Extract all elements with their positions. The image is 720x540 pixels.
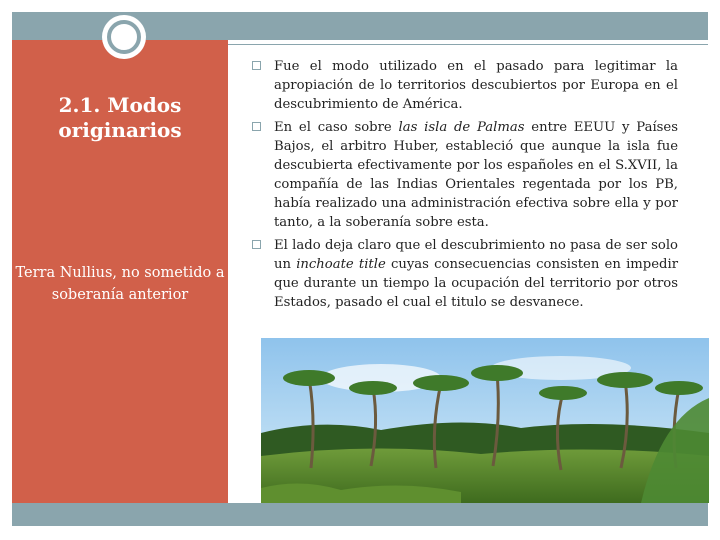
bullet-item <box>252 57 678 114</box>
square-bullet-icon <box>252 61 261 70</box>
square-bullet-icon <box>252 240 261 249</box>
bullet-list <box>252 57 678 316</box>
bullet-item <box>252 118 678 232</box>
slide-subtitle: Terra Nullius, no sometido a soberanía anterior <box>15 265 225 303</box>
palm-island-photo <box>261 338 709 503</box>
bullet-text-3: El lado deja claro que el descubrimiento no pasa de ser solo un inchoate title cuyas consecuencias consisten en impedir que durante un tiempo la ocupación del territorio por otros Estados, pasado el cual el titulo se desvanece. <box>274 238 678 310</box>
bullet-text-1: Fue el modo utilizado en el pasado para legitimar la apropiación de lo territorios descubiertos por Europa en el descubrimiento de América. <box>274 59 678 112</box>
square-bullet-icon <box>252 122 261 131</box>
bullet-item <box>252 236 678 312</box>
bullet-text-2: En el caso sobre las isla de Palmas entre EEUU y Países Bajos, el arbitro Huber, estableció que aunque la isla fue descubierta efectivamente por los españoles en el S.XVII, la compañía de las Indias Orientales regentada por los PB, había realizado una administración efectiva sobre ella y por tanto, a la soberanía sobre esta. <box>274 120 678 230</box>
bottom-decor-bar <box>12 503 708 526</box>
slide-title: 2.1. Modos originarios <box>58 93 182 142</box>
circle-ornament-icon <box>102 15 146 59</box>
